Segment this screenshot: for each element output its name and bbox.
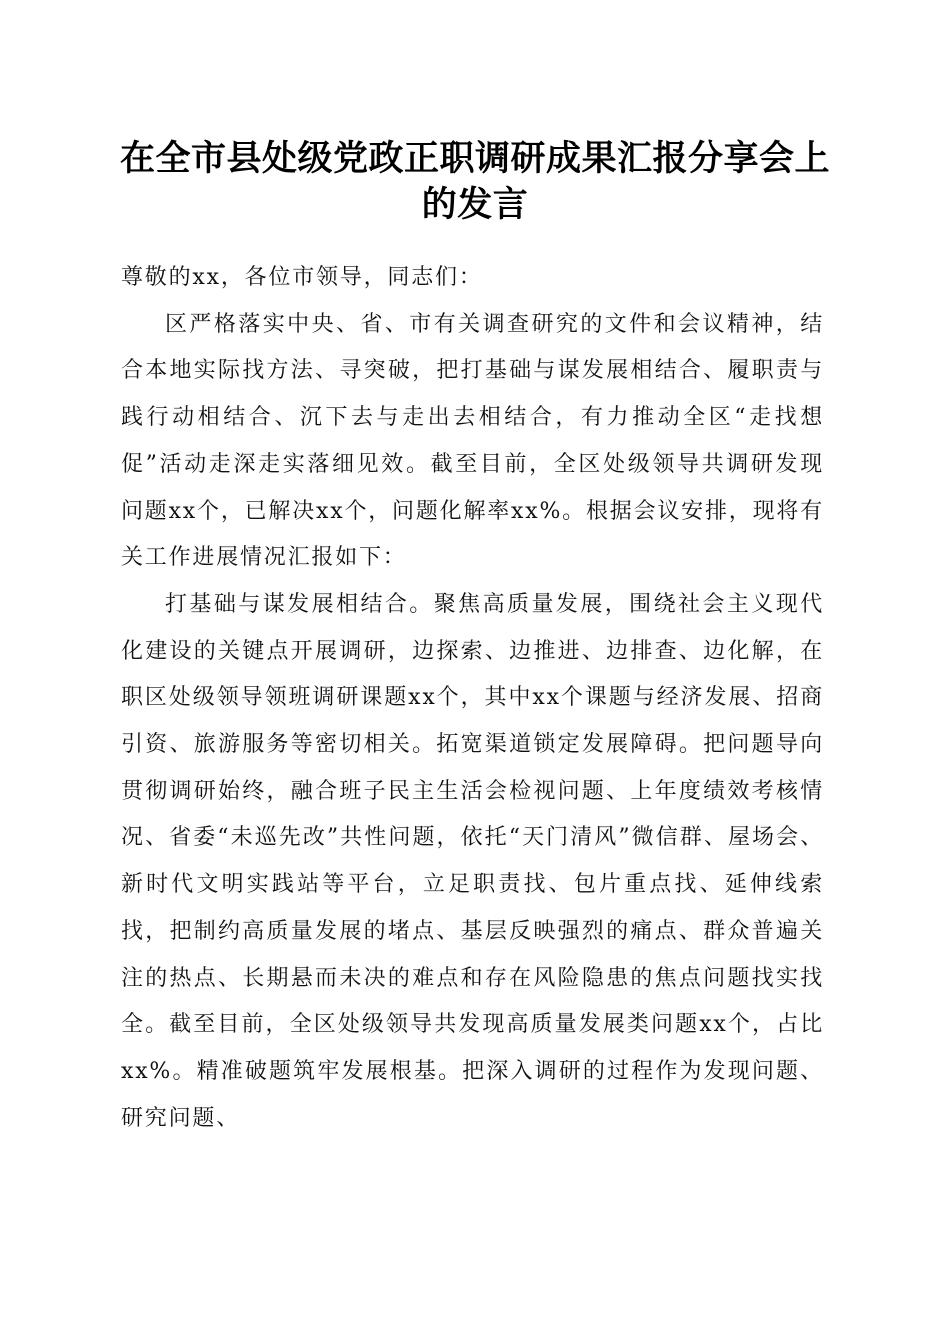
document-title: 在全市县处级党政正职调研成果汇报分享会上的发言: [119, 138, 830, 225]
document-body: [121, 255, 824, 1142]
paragraph: 区严格落实中央、省、市有关调查研究的文件和会议精神，结合本地实际找方法、寻突破，把打基础与谋发展相结合、履职责与践行动相结合、沉下去与走出去相结合，有力推动全区“走找想促”活动走深走实落细见效。截至目前，全区处级领导共调研发现问题xx个，已解决xx个，问题化解率xx%。根据会议安排，现将有关工作进展情况汇报如下：: [121, 311, 824, 571]
salutation: 尊敬的xx，各位市领导，同志们：: [121, 265, 483, 290]
paragraph: 打基础与谋发展相结合。聚焦高质量发展，围绕社会主义现代化建设的关键点开展调研，边探索、边推进、边排查、边化解，在职区处级领导领班调研课题xx个，其中xx个课题与经济发展、招商引资、旅游服务等密切相关。拓宽渠道锁定发展障碍。把问题导向贯彻调研始终，融合班子民主生活会检视问题、上年度绩效考核情况、省委“未巡先改”共性问题，依托“天门清风”微信群、屋场会、新时代文明实践站等平台，立足职责找、包片重点找、延伸线索找，把制约高质量发展的堵点、基层反映强烈的痛点、群众普遍关注的热点、长期悬而未决的难点和存在风险隐患的焦点问题找实找全。截至目前，全区处级领导共发现高质量发展类问题xx个，占比xx%。精准破题筑牢发展根基。把深入调研的过程作为发现问题、研究问题、: [121, 591, 824, 1131]
